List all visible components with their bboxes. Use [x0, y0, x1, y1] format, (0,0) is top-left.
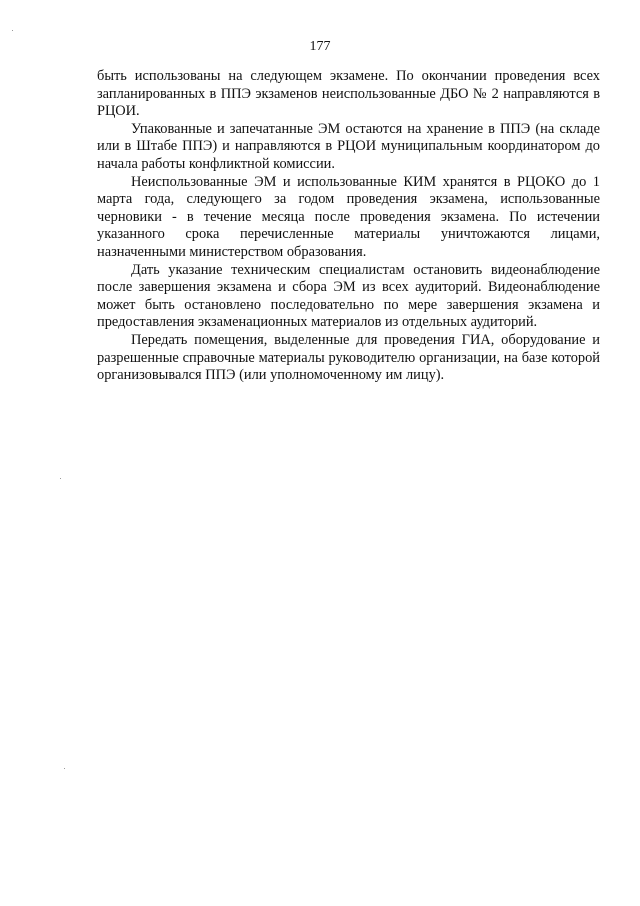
paragraph-unused-materials: Неиспользованные ЭМ и использованные КИМ хранятся в РЦОКО до 1 марта года, следующего за годом проведения экзамена, использованные черновики - в течение месяца после проведения экзамена. По истечении указанного срока перечисленные материалы уничтожаются лицами, назначенными министерством образования.	[97, 173, 600, 260]
paragraph-premises-handover: Передать помещения, выделенные для проведения ГИА, оборудование и разрешенные справочные материалы руководителю организации, на базе которой организовывался ППЭ (или уполномоченному им лицу).	[97, 331, 600, 384]
scan-speck	[60, 478, 61, 479]
paragraph-sealed-materials: Упакованные и запечатанные ЭМ остаются на хранение в ППЭ (на складе или в Штабе ППЭ) и направляются в РЦОИ муниципальным координатором до начала работы конфликтной комиссии.	[97, 120, 600, 172]
scan-speck	[12, 30, 13, 31]
paragraph-video-surveillance: Дать указание техническим специалистам остановить видеонаблюдение после завершения экзамена и сбора ЭМ из всех аудиторий. Видеонаблюдение может быть остановлено последовательно по мере завершения экзамена и предоставления экзаменационных материалов из отдельных аудиторий.	[97, 261, 600, 331]
page-number: 177	[309, 39, 331, 54]
paragraph-continuation: быть использованы на следующем экзамене. По окончании проведения всех запланированных в ППЭ экзаменов неиспользованные ДБО № 2 направляются в РЦОИ.	[97, 68, 600, 120]
document-body	[97, 68, 600, 385]
scan-speck	[64, 768, 65, 769]
